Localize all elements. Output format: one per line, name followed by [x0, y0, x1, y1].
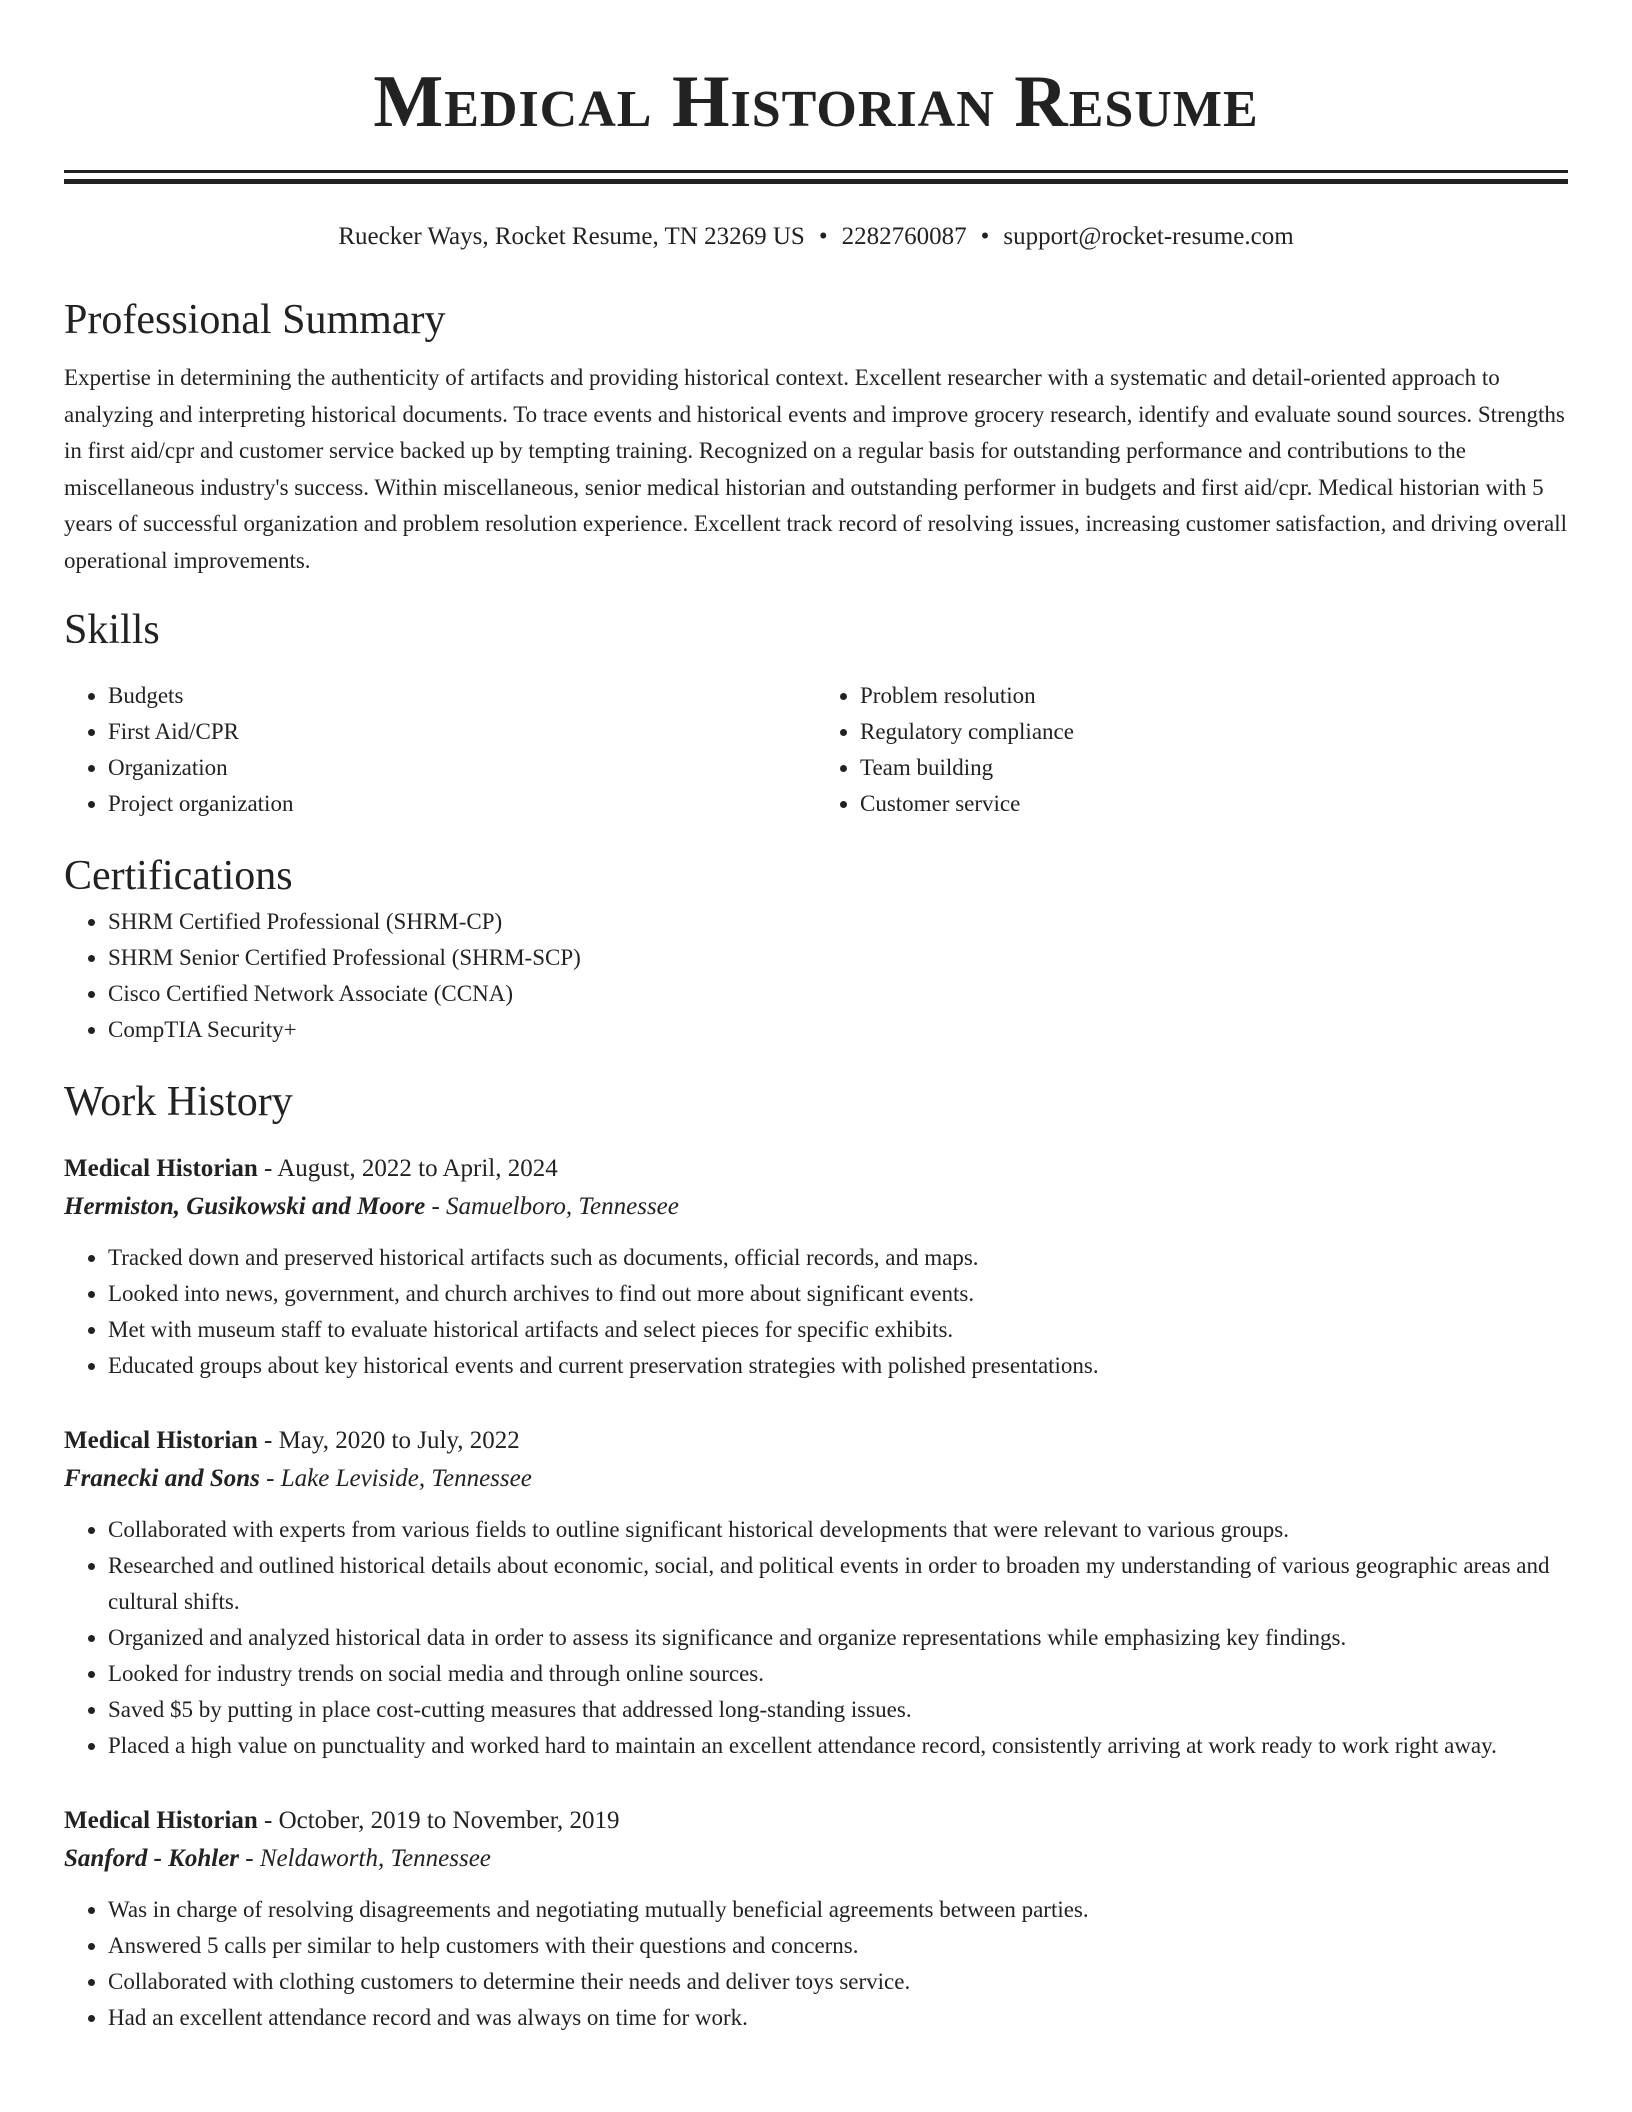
certification-item: • CompTIA Security+	[108, 1012, 1568, 1048]
job-bullets	[64, 1512, 1568, 1764]
job-location: Neldaworth, Tennessee	[259, 1844, 491, 1872]
title-rule-bottom	[64, 179, 1568, 184]
job-bullet: • Educated groups about key historical events and current preservation strategies with polished presentations.	[108, 1348, 1568, 1384]
skill-item: • First Aid/CPR	[108, 714, 816, 750]
skill-item: • Problem resolution	[860, 678, 1568, 714]
skill-item: • Organization	[108, 750, 816, 786]
skill-item: • Customer service	[860, 786, 1568, 822]
contact-separator: •	[818, 223, 828, 250]
contact-address: Ruecker Ways, Rocket Resume, TN 23269 US	[338, 223, 805, 250]
job-bullet: • Collaborated with experts from various fields to outline significant historical developments that were relevant to various groups.	[108, 1512, 1568, 1548]
job-location: Samuelboro, Tennessee	[446, 1192, 679, 1220]
job-title-line	[64, 1422, 1568, 1460]
job-entry	[64, 1422, 1568, 1764]
job-dates: October, 2019 to November, 2019	[278, 1806, 620, 1834]
job-company-line	[64, 1840, 1568, 1878]
certification-item: • SHRM Certified Professional (SHRM-CP)	[108, 904, 1568, 940]
summary-text: Expertise in determining the authenticity of artifacts and providing historical context. Excellent researcher with a systematic and detail-oriented approach to analyzing and interpreting historical documents. To trace events and historical events and improve grocery research, identify and evaluate sound sources. Strengths in first aid/cpr and customer service backed up by tempting training. Recognized on a regular basis for outstanding performance and contributions to the miscellaneous industry's success. Within miscellaneous, senior medical historian and outstanding performer in budgets and first aid/cpr. Medical historian with 5 years of successful organization and problem resolution experience. Excellent track record of resolving issues, increasing customer satisfaction, and driving overall operational improvements.	[64, 365, 1568, 573]
job-company: Sanford - Kohler	[64, 1844, 240, 1872]
resume-title: Medical Historian Resume	[373, 61, 1259, 143]
contact-email: support@rocket-resume.com	[1003, 223, 1294, 250]
skills-column-right	[816, 678, 1568, 822]
job-company: Franecki and Sons	[64, 1464, 260, 1492]
job-title: Medical Historian	[64, 1806, 258, 1834]
certifications-heading: Certifications	[64, 852, 293, 899]
job-bullet: • Tracked down and preserved historical artifacts such as documents, official records, and maps.	[108, 1240, 1568, 1276]
work-history-heading: Work History	[64, 1078, 293, 1125]
job-location: Lake Leviside, Tennessee	[280, 1464, 532, 1492]
job-bullet: • Looked into news, government, and church archives to find out more about significant events.	[108, 1276, 1568, 1312]
job-bullet: • Placed a high value on punctuality and worked hard to maintain an excellent attendance record, consistently arriving at work ready to work right away.	[108, 1728, 1568, 1764]
job-dash: -	[263, 1426, 273, 1454]
contact-phone: 2282760087	[841, 223, 967, 250]
skill-item: • Team building	[860, 750, 1568, 786]
summary-heading: Professional Summary	[64, 297, 446, 343]
job-bullet: • Organized and analyzed historical data in order to assess its significance and organize representations while emphasizing key findings.	[108, 1620, 1568, 1656]
job-bullet: • Was in charge of resolving disagreements and negotiating mutually beneficial agreements between parties.	[108, 1892, 1568, 1928]
job-bullets	[64, 1240, 1568, 1384]
job-company-line	[64, 1188, 1568, 1226]
contact-separator: •	[980, 223, 990, 250]
job-entry	[64, 1802, 1568, 2036]
skill-item: • Budgets	[108, 678, 816, 714]
skills-list	[64, 678, 1568, 822]
job-dash: -	[245, 1844, 254, 1872]
skill-item: • Project organization	[108, 786, 816, 822]
contact-line	[64, 220, 1568, 254]
title-rule-top	[64, 170, 1568, 173]
job-dash: -	[431, 1192, 440, 1220]
job-title: Medical Historian	[64, 1154, 258, 1182]
resume-page	[64, 0, 1568, 2036]
job-bullet: • Answered 5 calls per similar to help customers with their questions and concerns.	[108, 1928, 1568, 1964]
job-company-line	[64, 1460, 1568, 1498]
job-bullet: • Had an excellent attendance record and was always on time for work.	[108, 2000, 1568, 2036]
job-bullet: • Collaborated with clothing customers to determine their needs and deliver toys service.	[108, 1964, 1568, 2000]
certification-item: • SHRM Senior Certified Professional (SHRM-SCP)	[108, 940, 1568, 976]
certifications-list	[64, 904, 1568, 1048]
job-dash: -	[266, 1464, 275, 1492]
job-bullet: • Met with museum staff to evaluate historical artifacts and select pieces for specific exhibits.	[108, 1312, 1568, 1348]
job-dash: -	[263, 1806, 273, 1834]
job-title: Medical Historian	[64, 1426, 258, 1454]
certification-item: • Cisco Certified Network Associate (CCNA)	[108, 976, 1568, 1012]
skill-item: • Regulatory compliance	[860, 714, 1568, 750]
job-dates: May, 2020 to July, 2022	[278, 1426, 520, 1454]
job-bullet: • Researched and outlined historical details about economic, social, and political events in order to broaden my understanding of various geographic areas and cultural shifts.	[108, 1548, 1568, 1620]
job-entry	[64, 1150, 1568, 1384]
job-bullets	[64, 1892, 1568, 2036]
job-dates: August, 2022 to April, 2024	[277, 1154, 558, 1182]
job-bullet: • Looked for industry trends on social media and through online sources.	[108, 1656, 1568, 1692]
job-title-line	[64, 1150, 1568, 1188]
job-bullet: • Saved $5 by putting in place cost-cutting measures that addressed long-standing issues.	[108, 1692, 1568, 1728]
job-company: Hermiston, Gusikowski and Moore	[64, 1192, 426, 1220]
skills-heading: Skills	[64, 606, 160, 653]
job-dash: -	[263, 1154, 273, 1182]
skills-column-left	[64, 678, 816, 822]
job-title-line	[64, 1802, 1568, 1840]
